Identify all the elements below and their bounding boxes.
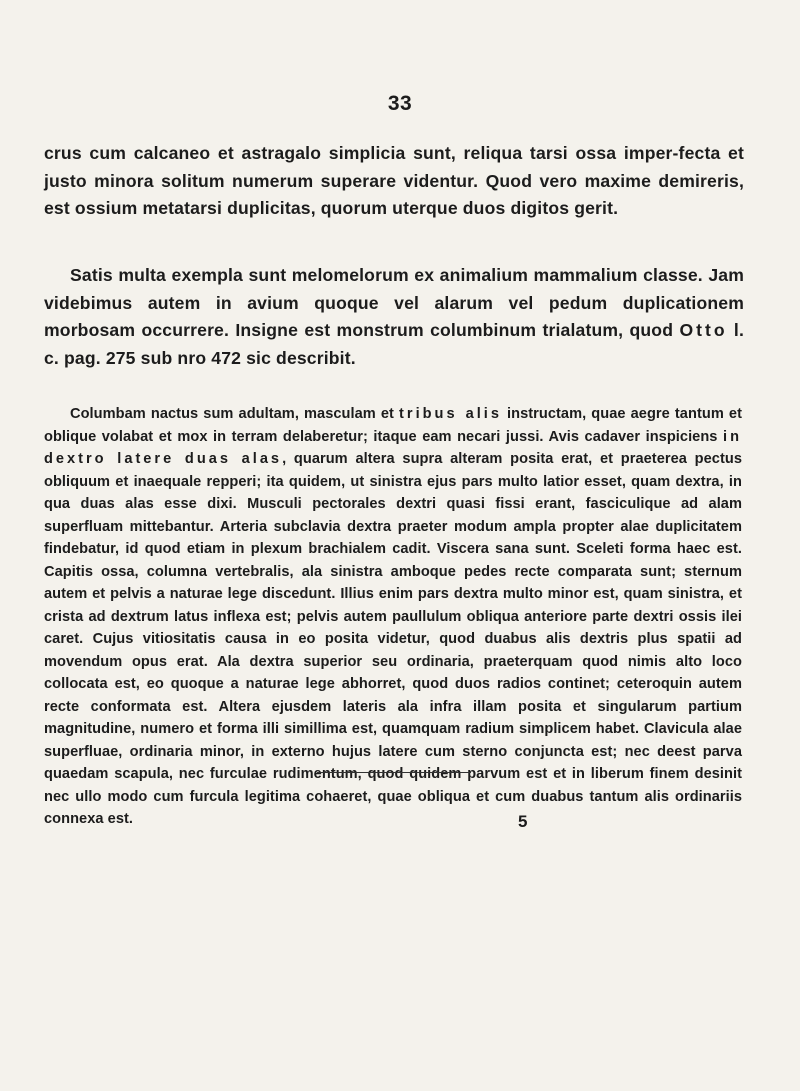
emphasis-tribus-alis: tribus alis bbox=[399, 406, 502, 422]
footnote-rule bbox=[317, 772, 471, 773]
quoted-description bbox=[44, 403, 742, 831]
emphasis-dextro-latere: in dextro latere duas alas bbox=[44, 428, 742, 467]
page-number: 33 bbox=[387, 92, 413, 115]
paragraph-tarsus: crus cum calcaneo et astragalo simplicia sunt, reliqua tarsi ossa imper-fecta et justo minora solitum numerum superare videntur. Quod vero maxime demireris, est ossium metatarsi duplicitas, quorum uterque duos digitos gerit. bbox=[44, 143, 744, 219]
quoted-description-part-2: instructam, quae aegre tantum et oblique volabat et mox in terram delaberetur; itaque eam necari jussi. Avis cadaver inspiciens bbox=[44, 406, 742, 445]
quoted-description-part-3: , quarum altera supra alteram posita erat, et praeterea pectus obliquum et inaequale repperi; ita quidem, ut sinistra ejus pars multo latior esset, quam dextra, in qua duas alas esse dixi. Musculi pectorales dextri quasi fissi erant, fasciculique ad alam superfluam mittebantur. Arteria subclavia dextra praeter modum ampla propter alae duplicitatem findebatur, id quod etiam in plexum brachialem cadit. Viscera sana sunt. Sceleti forma haec est. Capitis ossa, columna vertebralis, ala sinistra amboque pedes recte comparata sunt; sternum autem et pelvis a naturae lege discedunt. Illius enim pars dextra multo minor est, quam sinistra, et crista ad dextrum latus inflexa est; pelvis autem paullulum obliqua anteriore parte dextri ossis ilei caret. Cujus vitiositatis causa in eo posita videtur, quod duabus alis dextris plus spatii ad movendum opus erat. Ala dextra superior seu ordinaria, praeterquam quod nimis alto loco collocata est, eo quoque a naturae lege abhorret, quod duos radios continet; ceteroquin autem recte conformata est. Altera ejusdem lateris ala infra illam posita et singularum partium magnitudine, numero et forma illi simillima est, quamquam radium simplicem habet. Clavicula alae superfluae, ordinaria minor, in externo hujus latere cum sterno conjuncta est; nec deest parva quaedam scapula, nec furculae rudimentum, quod quidem parvum est et in liberum finem desinit nec ullo modo cum furcula legitima cohaeret, quae obliqua et cum duabus tantum alis ordinariis connexa est. bbox=[44, 451, 742, 827]
quoted-description-part-1: Columbam nactus sum adultam, masculam et bbox=[70, 406, 400, 422]
paragraph-melomelia bbox=[44, 262, 744, 372]
paragraph-melomelia-citation: l. c. pag. 275 sub nro 472 sic describit. bbox=[44, 320, 744, 368]
author-name-otto: Otto bbox=[679, 320, 728, 341]
paragraph-melomelia-text: Satis multa exempla sunt melomelorum ex animalium mammalium classe. Jam videbimus autem in avium quoque vel alarum vel pedum duplicationem morbosam occurrere. Insigne est monstrum columbinum trialatum, quod bbox=[44, 265, 744, 341]
signature-mark: 5 bbox=[518, 812, 528, 831]
